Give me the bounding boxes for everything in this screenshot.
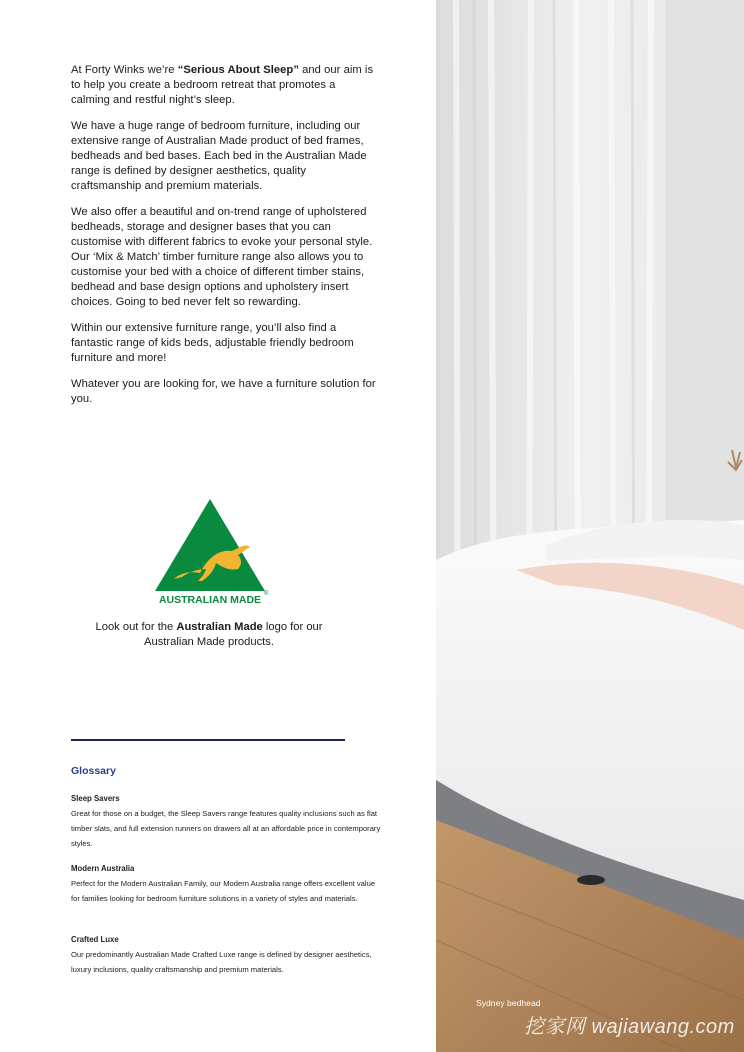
intro-paragraph-1 bbox=[71, 63, 376, 108]
glossary-item bbox=[71, 861, 381, 906]
intro-paragraph-2: We have a huge range of bedroom furniture, including our extensive range of Australian Made product of bed frames, bedheads and bed bases. Each bed in the Australian Made range is defined by designer aesthetics, quality craftsmanship and premium materials. bbox=[71, 120, 367, 192]
australian-made-logo bbox=[150, 497, 270, 607]
logo-caption bbox=[71, 620, 347, 650]
glossary-title: Glossary bbox=[71, 765, 116, 777]
watermark: 挖家网 wajiawang.com bbox=[524, 1016, 735, 1038]
intro-text bbox=[71, 63, 376, 418]
glossary-term: Modern Australia bbox=[71, 864, 135, 873]
glossary-term: Sleep Savers bbox=[71, 794, 120, 803]
australian-made-logo-text: AUSTRALIAN MADE bbox=[158, 594, 262, 606]
intro-text-span: At Forty Winks we’re bbox=[71, 64, 178, 76]
glossary-item bbox=[71, 932, 381, 977]
registered-mark: ® bbox=[264, 591, 269, 597]
logo-caption-text: logo for our Australian Made products. bbox=[144, 621, 323, 648]
glossary-item bbox=[71, 791, 381, 851]
intro-paragraph-5: Whatever you are looking for, we have a furniture solution for you. bbox=[71, 378, 376, 405]
glossary-description: Our predominantly Australian Made Crafted Luxe range is defined by designer aesthetics, luxury inclusions, quality craftsmanship and premium materials. bbox=[71, 950, 372, 974]
bedroom-scene-image bbox=[436, 0, 744, 1052]
kangaroo-triangle-icon bbox=[150, 497, 270, 607]
intro-paragraph-3: We also offer a beautiful and on-trend range of upholstered bedheads, storage and designer bases that you can customise with different fabrics to evoke your personal style. Our ‘Mix & Match’ timber furniture range also allows you to customise your bed with a choice of different timber stains, bedhead and base design options and upholstery insert choices. Going to bed never felt so rewarding. bbox=[71, 206, 373, 308]
glossary-term: Crafted Luxe bbox=[71, 935, 119, 944]
tagline-bold: “Serious About Sleep” bbox=[177, 64, 299, 76]
logo-caption-text: Look out for the bbox=[95, 621, 177, 633]
bedroom-photo bbox=[436, 0, 744, 1052]
section-divider bbox=[71, 739, 345, 741]
glossary-description: Perfect for the Modern Australian Family, our Modern Australia range offers excellent value for families looking for bedroom furniture solutions in a variety of styles and materials. bbox=[71, 879, 376, 903]
intro-paragraph-4: Within our extensive furniture range, you’ll also find a fantastic range of kids beds, adjustable friendly bedroom furniture and more! bbox=[71, 322, 354, 364]
glossary-description: Great for those on a budget, the Sleep Savers range features quality inclusions such as flat timber slats, and full extension runners on drawers all at an affordable price in contemporary styles. bbox=[71, 809, 381, 848]
logo-caption-bold: Australian Made bbox=[176, 621, 263, 633]
intro-text-span: and our aim is to help you create a bedroom retreat that promotes a calming and restful night’s sleep. bbox=[71, 64, 374, 106]
photo-caption: Sydney bedhead bbox=[476, 998, 541, 1008]
